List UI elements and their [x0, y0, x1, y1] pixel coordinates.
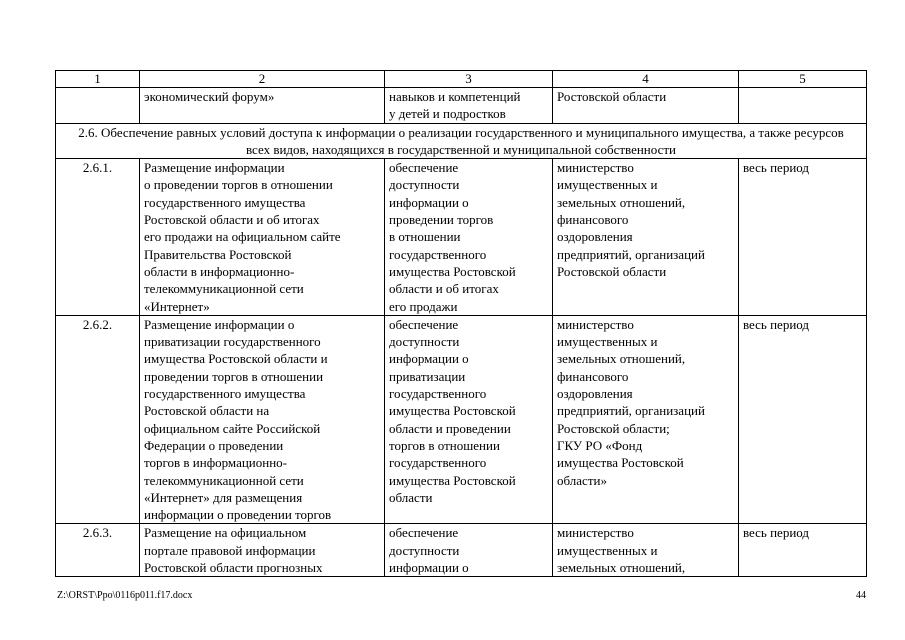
column-number-row: [56, 71, 867, 88]
cell-term: весь период: [739, 159, 867, 316]
footer-file-path: Z:\ORST\Ppo\0116p011.f17.docx: [57, 590, 193, 601]
cell-executor: министерство имущественных и земельных отношений, финансового оздоровления предприятий, организаций Ростовской области: [553, 159, 739, 316]
page-number: 44: [856, 590, 866, 601]
column-number: 5: [739, 71, 867, 88]
cell-num: 2.6.3.: [56, 524, 140, 577]
cell-result: обеспечение доступности информации о приватизации государственного имущества Ростовской области и проведении торгов в отношении государственного имущества Ростовской области: [385, 315, 553, 524]
cell-term: весь период: [739, 524, 867, 577]
cell-executor: Ростовской области: [553, 88, 739, 124]
cell-event: Размещение информации о приватизации государственного имущества Ростовской области и проведении торгов в отношении государственного имущества Ростовской области на официальном сайте Российской Федерации о проведении торгов в информационно- телекоммуникационной сети «Интернет» для размещения информации о проведении торгов: [140, 315, 385, 524]
cell-executor: министерство имущественных и земельных отношений,: [553, 524, 739, 577]
cell-num: 2.6.2.: [56, 315, 140, 524]
cell-event: Размещение информации о проведении торгов в отношении государственного имущества Ростовской области и об итогах его продажи на официальном сайте Правительства Ростовской области в информационно- телекоммуникационной сети «Интернет»: [140, 159, 385, 316]
table-row: [56, 315, 867, 524]
table-row: [56, 159, 867, 316]
cell-num: [56, 88, 140, 124]
measures-table: [55, 70, 867, 577]
section-title: 2.6. Обеспечение равных условий доступа к информации о реализации государственного и муниципального имущества, а также ресурсов всех видов, находящихся в государственной и муниципальной собственности: [56, 123, 867, 159]
cell-result: обеспечение доступности информации о: [385, 524, 553, 577]
cell-result: обеспечение доступности информации о проведении торгов в отношении государственного имущества Ростовской области и об итогах его продажи: [385, 159, 553, 316]
page-bottom-border: [55, 576, 866, 577]
section-header-row: [56, 123, 867, 159]
cell-num: 2.6.1.: [56, 159, 140, 316]
cell-term: весь период: [739, 315, 867, 524]
cell-term: [739, 88, 867, 124]
table-row: [56, 524, 867, 577]
column-number: 1: [56, 71, 140, 88]
column-number: 3: [385, 71, 553, 88]
cell-event: Размещение на официальном портале правовой информации Ростовской области прогнозных: [140, 524, 385, 577]
column-number: 2: [140, 71, 385, 88]
column-number: 4: [553, 71, 739, 88]
cell-executor: министерство имущественных и земельных отношений, финансового оздоровления предприятий, организаций Ростовской области; ГКУ РО «Фонд имущества Ростовской области»: [553, 315, 739, 524]
cell-result: навыков и компетенций у детей и подростков: [385, 88, 553, 124]
table-row-continuation: [56, 88, 867, 124]
cell-event: экономический форум»: [140, 88, 385, 124]
